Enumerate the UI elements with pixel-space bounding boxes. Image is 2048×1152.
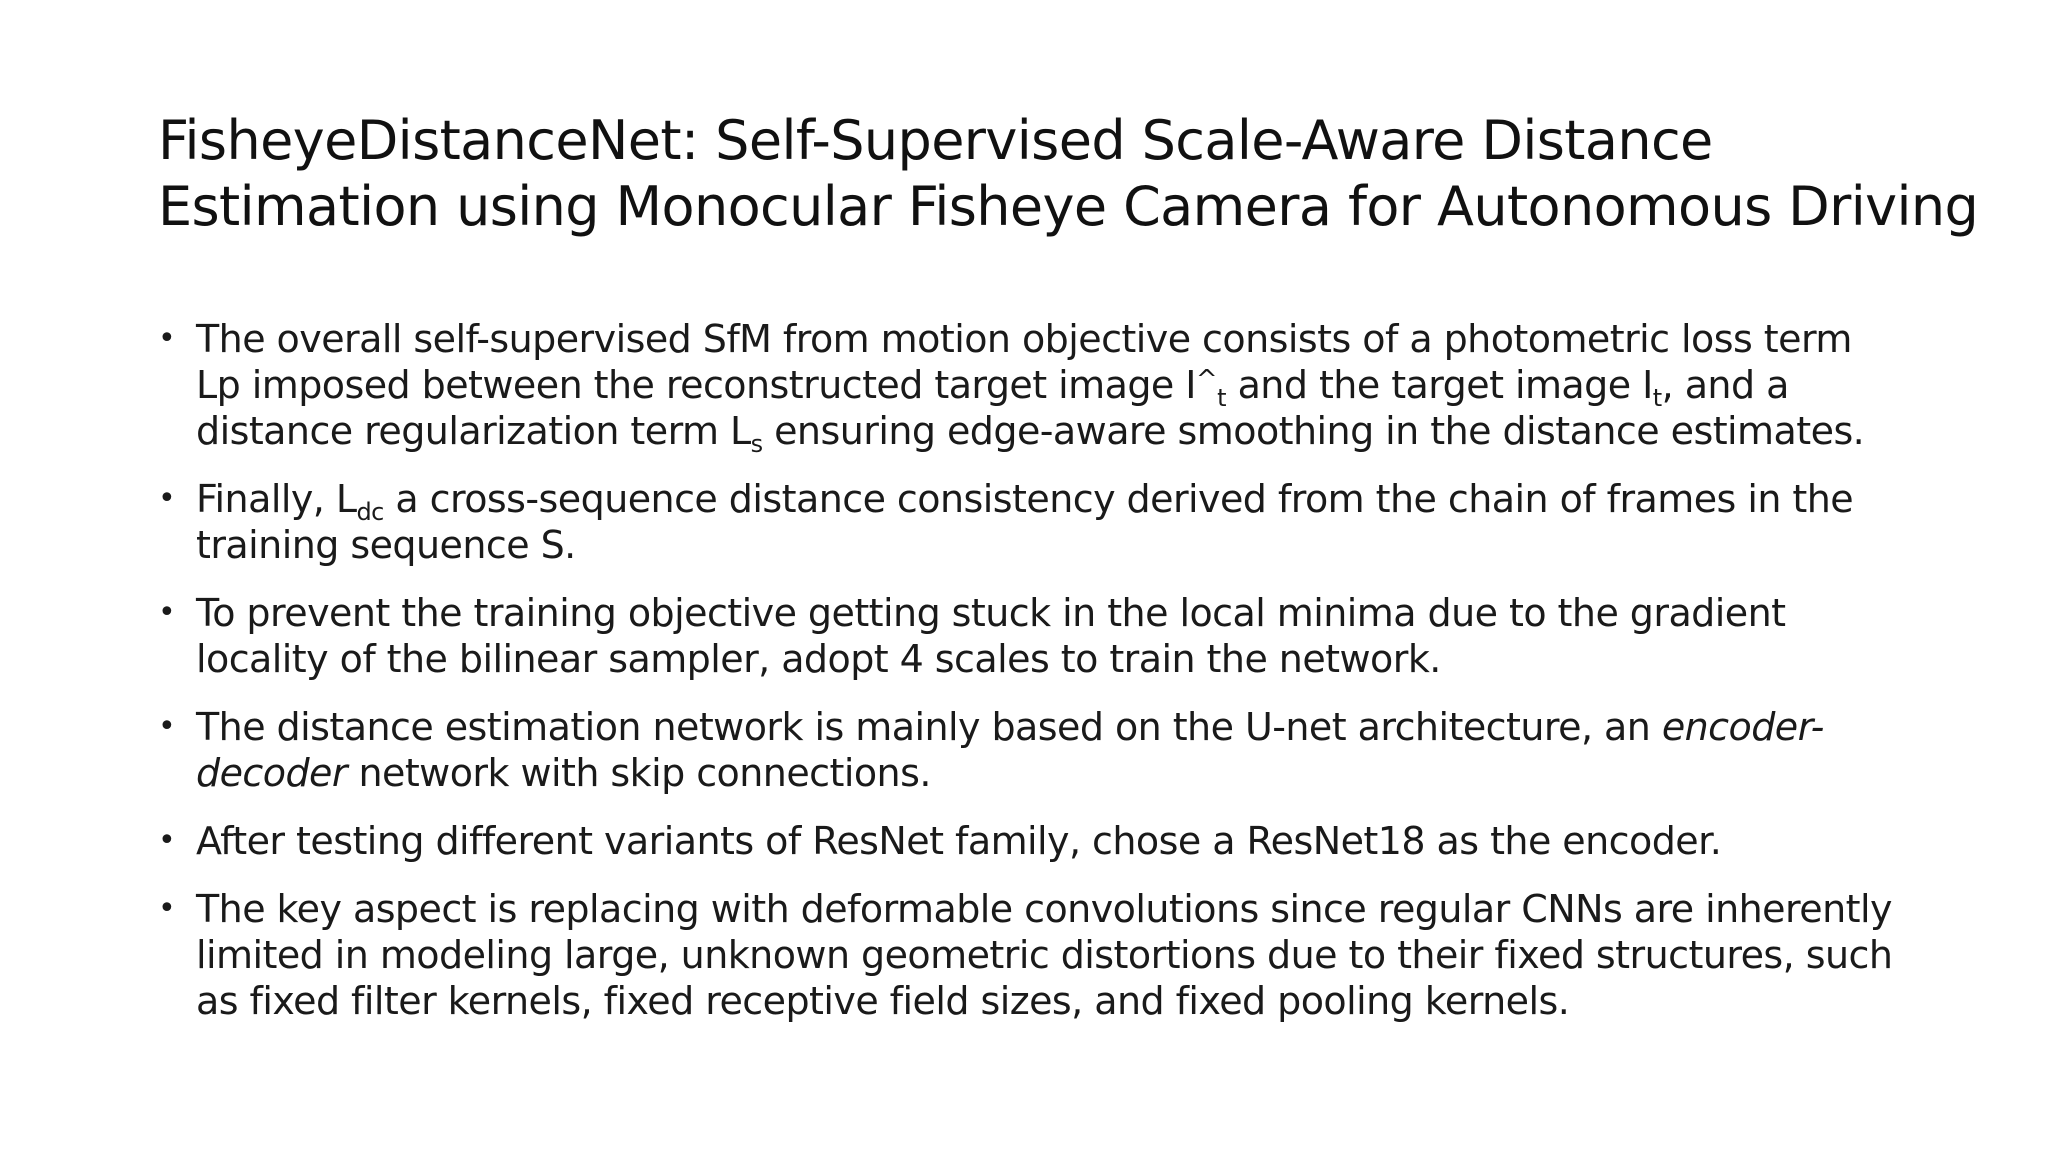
bullet-5-line-1: After testing different variants of ResNet family, chose a ResNet18 as the encoder. bbox=[196, 819, 1722, 863]
bullet-dot: • bbox=[158, 481, 176, 516]
bullet-1-text-a: Lp imposed between the reconstructed target image I bbox=[196, 363, 1196, 407]
bullet-2-text-a: Finally, L bbox=[196, 477, 357, 521]
bullet-3-line-2: locality of the bilinear sampler, adopt 4 scales to train the network. bbox=[196, 637, 1441, 681]
italic-term: decoder bbox=[196, 751, 347, 795]
italic-term: encoder- bbox=[1661, 705, 1824, 749]
bullet-4-text-b: network with skip connections. bbox=[346, 751, 931, 795]
bullet-1-text-c: , and a bbox=[1661, 363, 1789, 407]
bullet-1-text-e: ensuring edge-aware smoothing in the distance estimates. bbox=[762, 409, 1865, 453]
subscript-t: t bbox=[1217, 384, 1227, 412]
slide-title-line-1: FisheyeDistanceNet: Self-Supervised Scale-Aware Distance bbox=[158, 109, 1713, 172]
bullet-6-line-1: The key aspect is replacing with deformable convolutions since regular CNNs are inherently bbox=[196, 887, 1892, 931]
bullet-item-2 bbox=[158, 476, 1948, 568]
slide-title-line-2: Estimation using Monocular Fisheye Camera for Autonomous Driving bbox=[158, 175, 1979, 238]
bullet-6-line-2: limited in modeling large, unknown geometric distortions due to their fixed structures, such bbox=[196, 933, 1893, 977]
bullet-dot: • bbox=[158, 709, 176, 744]
bullet-item-5 bbox=[158, 818, 1948, 864]
bullet-1-text-d: distance regularization term L bbox=[196, 409, 751, 453]
subscript-dc: dc bbox=[356, 498, 384, 526]
bullet-2-line-2: training sequence S. bbox=[196, 523, 576, 567]
bullet-item-1 bbox=[158, 316, 1948, 458]
bullet-4-line-2 bbox=[196, 750, 1948, 796]
bullet-dot: • bbox=[158, 891, 176, 926]
bullet-1-line-2 bbox=[196, 362, 1948, 412]
bullet-dot: • bbox=[158, 823, 176, 858]
bullet-6-line-3: as fixed filter kernels, fixed receptive field sizes, and fixed pooling kernels. bbox=[196, 979, 1570, 1023]
bullet-2-text-b: a cross-sequence distance consistency derived from the chain of frames in the bbox=[383, 477, 1854, 521]
bullet-item-4 bbox=[158, 704, 1948, 796]
slide-title bbox=[158, 108, 1979, 240]
bullet-4-line-1 bbox=[196, 704, 1948, 750]
bullet-4-text-a: The distance estimation network is mainly based on the U-net architecture, an bbox=[196, 705, 1662, 749]
bullet-2-line-1 bbox=[196, 476, 1948, 526]
bullet-item-6 bbox=[158, 886, 1948, 1024]
bullet-dot: • bbox=[158, 321, 176, 356]
bullet-dot: • bbox=[158, 595, 176, 630]
bullet-1-text-b: and the target image I bbox=[1226, 363, 1653, 407]
bullet-list bbox=[158, 316, 1948, 1046]
bullet-1-line-1: The overall self-supervised SfM from motion objective consists of a photometric loss term bbox=[196, 317, 1852, 361]
bullet-item-3 bbox=[158, 590, 1948, 682]
subscript-t: t bbox=[1652, 384, 1662, 412]
bullet-3-line-1: To prevent the training objective getting stuck in the local minima due to the gradient bbox=[196, 591, 1786, 635]
hat-accent: ^ bbox=[1195, 365, 1218, 395]
bullet-1-line-3 bbox=[196, 408, 1948, 458]
subscript-s: s bbox=[750, 430, 763, 458]
